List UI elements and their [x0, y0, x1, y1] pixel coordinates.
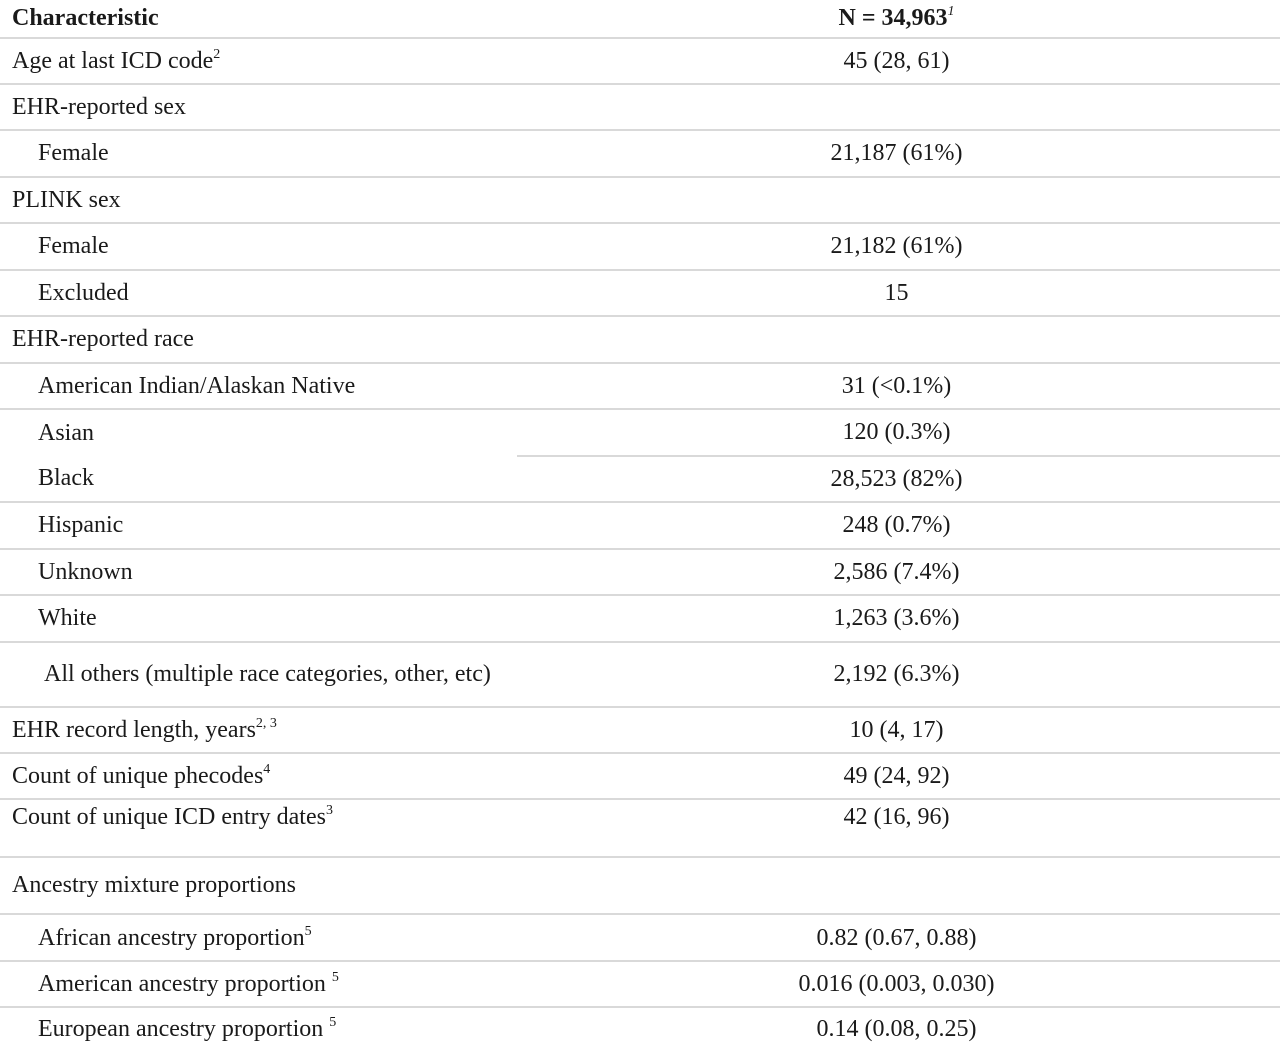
table-row — [0, 857, 1280, 914]
footnote-mark: 3 — [325, 803, 333, 818]
row-value: 21,182 (61%) — [517, 223, 1280, 270]
table-row — [0, 316, 1280, 363]
row-label: Age at last ICD code$^2$ — [0, 38, 517, 84]
row-label: African ancestry proportion$^5$ — [0, 914, 517, 961]
table-row — [0, 456, 1280, 502]
row-value: 120 (0.3%) — [517, 409, 1280, 456]
table-row — [0, 707, 1280, 753]
table-row — [0, 1007, 1280, 1051]
row-label: Female — [0, 130, 517, 177]
row-value: 49 (24, 92) — [517, 753, 1280, 799]
row-label: Count of unique phecodes$^4$ — [0, 753, 517, 799]
row-value — [517, 316, 1280, 363]
row-label: PLINK sex — [0, 177, 517, 223]
table-row — [0, 177, 1280, 223]
row-value: 42 (16, 96) — [517, 799, 1280, 857]
row-label: Asian — [38, 419, 94, 446]
row-value — [517, 84, 1280, 130]
footnote-mark: 5 — [329, 1015, 337, 1030]
footnote-mark: 4 — [263, 761, 271, 777]
table-row — [0, 799, 1280, 857]
row-value: 10 (4, 17) — [517, 707, 1280, 753]
table-row — [0, 549, 1280, 595]
table-row — [0, 409, 1280, 456]
table-row — [0, 961, 1280, 1007]
table-row — [0, 914, 1280, 961]
row-label: Unknown — [0, 549, 517, 595]
row-value — [517, 857, 1280, 914]
header-characteristic: Characteristic — [0, 0, 517, 38]
table-header-row — [0, 0, 1280, 38]
row-label: EHR-reported sex — [0, 84, 517, 130]
row-label: American ancestry proportion $^5$ — [0, 961, 517, 1007]
row-label: Hispanic — [0, 502, 517, 549]
row-label: Female — [0, 223, 517, 270]
row-label: Ancestry mixture proportions — [0, 857, 517, 914]
row-value: 0.82 (0.67, 0.88) — [517, 914, 1280, 961]
row-value: 248 (0.7%) — [517, 502, 1280, 549]
table-row — [0, 223, 1280, 270]
table-row — [0, 38, 1280, 84]
table-row — [0, 270, 1280, 316]
row-value: 0.016 (0.003, 0.030) — [517, 961, 1280, 1007]
row-label: All others (multiple race categories, other, etc) — [0, 642, 517, 707]
row-label: Black — [0, 456, 517, 502]
table-row — [0, 595, 1280, 642]
row-label: EHR-reported race — [0, 316, 517, 363]
row-value: 31 (<0.1%) — [517, 363, 1280, 409]
footnote-mark: 5 — [304, 924, 312, 939]
row-value: 2,586 (7.4%) — [517, 549, 1280, 595]
table-row — [0, 502, 1280, 549]
header-n: $N = 34,963^1$ — [517, 0, 1280, 38]
row-value: 15 — [517, 270, 1280, 316]
footnote-mark: 2, 3 — [255, 715, 277, 731]
row-label: Count of unique ICD entry dates$^3$ — [0, 799, 517, 857]
row-value: 2,192 (6.3%) — [517, 642, 1280, 707]
row-label: Excluded — [0, 270, 517, 316]
row-value — [517, 177, 1280, 223]
table-row — [0, 363, 1280, 409]
row-label: American Indian/Alaskan Native — [0, 363, 517, 409]
footnote-mark: 5 — [331, 969, 339, 985]
row-value: 0.14 (0.08, 0.25) — [816, 1016, 977, 1042]
row-value: 1,263 (3.6%) — [517, 595, 1280, 642]
row-label: White — [0, 595, 517, 642]
table-row — [0, 753, 1280, 799]
row-label: European ancestry proportion $^5$ — [38, 1015, 337, 1042]
table-row — [0, 84, 1280, 130]
row-value: 21,187 (61%) — [517, 130, 1280, 177]
header-n-footnote: 1 — [947, 4, 955, 19]
row-value: 28,523 (82%) — [517, 456, 1280, 502]
table-row — [0, 642, 1280, 707]
row-value: 45 (28, 61) — [517, 38, 1280, 84]
footnote-mark: 2 — [213, 46, 221, 62]
row-label: EHR record length, years$^{2, 3}$ — [0, 707, 517, 753]
table-row — [0, 130, 1280, 177]
